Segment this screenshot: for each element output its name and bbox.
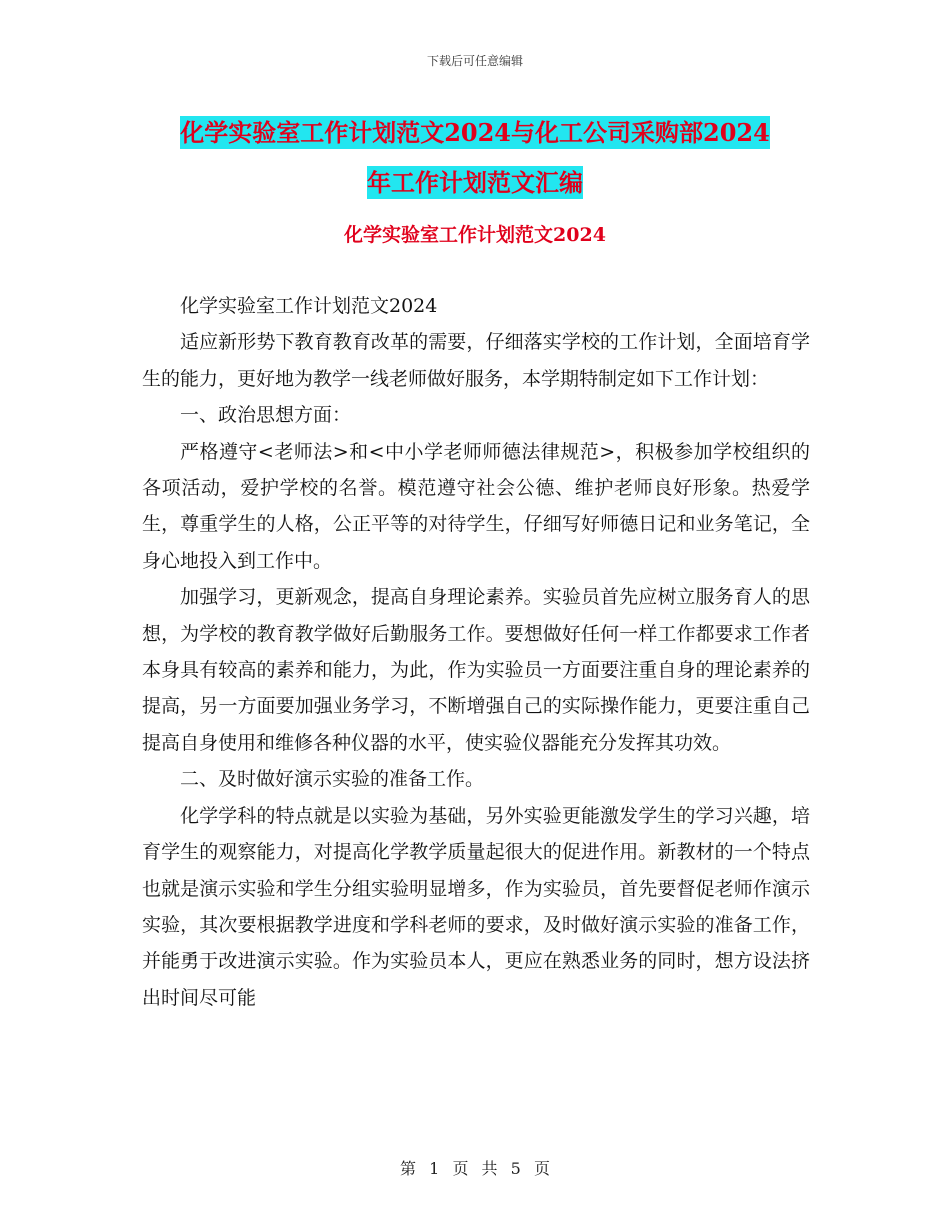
page-total: 5 xyxy=(510,1159,521,1178)
footer-word: 页 xyxy=(452,1159,469,1178)
paragraph: 适应新形势下教育教育改革的需要，仔细落实学校的工作计划，全面培育学生的能力，更好地为教学一线老师做好服务，本学期特制定如下工作计划： xyxy=(142,331,810,390)
section-title: 化学实验室工作计划范文2024 xyxy=(344,224,606,246)
document-title-line-2: 年工作计划范文汇编 xyxy=(367,168,583,197)
document-title xyxy=(130,108,820,208)
paragraph: 一、政治思想方面： xyxy=(180,404,352,427)
paragraph: 严格遵守<老师法>和<中小学老师师德法律规范>，积极参加学校组织的各项活动，爱护学校的名誉。模范遵守社会公德、维护老师良好形象。热爱学生，尊重学生的人格，公正平等的对待学生，仔细写好师德日记和业务笔记，全身心地投入到工作中。 xyxy=(142,440,810,572)
document-title-line-1: 化学实验室工作计划范文2024与化工公司采购部2024 xyxy=(180,118,770,147)
page-footer xyxy=(0,1156,950,1179)
page-number: 1 xyxy=(429,1159,440,1178)
paragraph: 化学实验室工作计划范文2024 xyxy=(180,295,438,317)
footer-word: 共 xyxy=(481,1159,498,1178)
footer-word: 页 xyxy=(533,1159,550,1178)
page-header-note: 下载后可任意编辑 xyxy=(426,54,523,68)
paragraph: 化学学科的特点就是以实验为基础，另外实验更能激发学生的学习兴趣，培育学生的观察能力，对提高化学教学质量起很大的促进作用。新教材的一个特点也就是演示实验和学生分组实验明显增多，作为实验员，首先要督促老师作演示实验，其次要根据教学进度和学科老师的要求，及时做好演示实验的准备工作，并能勇于改进演示实验。作为实验员本人，更应在熟悉业务的同时，想方设法挤出时间尽可能 xyxy=(142,804,810,1009)
paragraph: 加强学习，更新观念，提高自身理论素养。实验员首先应树立服务育人的思想，为学校的教育教学做好后勤服务工作。要想做好任何一样工作都要求工作者本身具有较高的素养和能力，为此，作为实验员一方面要注重自身的理论素养的提高，另一方面要加强业务学习，不断增强自己的实际操作能力，更要注重自己提高自身使用和维修各种仪器的水平，使实验仪器能充分发挥其功效。 xyxy=(142,586,810,754)
footer-word: 第 xyxy=(400,1159,417,1178)
document-body xyxy=(142,288,810,1016)
paragraph: 二、及时做好演示实验的准备工作。 xyxy=(180,768,485,791)
